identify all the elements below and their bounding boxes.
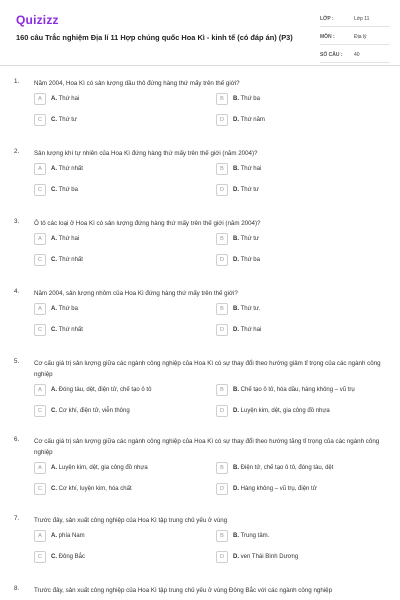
option-value: Đông Bắc bbox=[58, 554, 86, 560]
option-value: Thứ ba bbox=[58, 187, 78, 193]
option-value: Đóng tàu, dệt, điện tử, chế tạo ô tô bbox=[58, 387, 152, 393]
option-key: D. bbox=[233, 486, 239, 492]
option-letter-box[interactable]: A bbox=[34, 384, 46, 396]
question-number: 3. bbox=[14, 218, 20, 225]
question-text: Cơ cấu giá trị sản lượng giữa các ngành công nghiệp của Hoa Kì có sự thay đổi theo hướng giảm tỉ trọng của các ngành công nghiệp bbox=[34, 360, 381, 378]
option-a[interactable] bbox=[34, 302, 204, 316]
option-text bbox=[233, 486, 317, 492]
meta-label: SỐ CÂU : bbox=[320, 52, 343, 58]
option-a[interactable] bbox=[34, 383, 204, 397]
header bbox=[0, 0, 400, 66]
option-text bbox=[233, 387, 355, 393]
option-a[interactable] bbox=[34, 92, 204, 106]
option-value: Thứ ba bbox=[240, 257, 260, 263]
option-key: A. bbox=[51, 236, 57, 242]
option-text bbox=[51, 486, 132, 492]
option-letter-box[interactable]: B bbox=[216, 530, 228, 542]
option-letter-box[interactable]: A bbox=[34, 303, 46, 315]
option-key: D. bbox=[233, 327, 239, 333]
option-value: Cơ khí, điện tử, viễn thông bbox=[58, 408, 130, 414]
option-value: Thứ tư bbox=[240, 187, 259, 193]
option-text bbox=[51, 166, 83, 172]
option-d[interactable] bbox=[216, 482, 386, 496]
option-value: Hàng không – vũ trụ, điện tử bbox=[240, 486, 317, 492]
option-key: B. bbox=[233, 166, 239, 172]
option-letter-box[interactable]: C bbox=[34, 184, 46, 196]
option-b[interactable] bbox=[216, 383, 386, 397]
option-text bbox=[51, 408, 130, 414]
option-letter-box[interactable]: B bbox=[216, 462, 228, 474]
option-key: A. bbox=[51, 166, 57, 172]
option-value: Thứ ba bbox=[240, 96, 260, 102]
option-a[interactable] bbox=[34, 529, 204, 543]
option-letter-box[interactable]: A bbox=[34, 233, 46, 245]
question-number: 7. bbox=[14, 515, 20, 522]
option-c[interactable] bbox=[34, 323, 204, 337]
option-text bbox=[51, 554, 85, 560]
option-c[interactable] bbox=[34, 404, 204, 418]
option-b[interactable] bbox=[216, 529, 386, 543]
option-letter-box[interactable]: B bbox=[216, 163, 228, 175]
option-value: Thứ hai bbox=[58, 96, 80, 102]
meta-label: MÔN : bbox=[320, 34, 335, 40]
option-value: Luyện kim, dệt, gia công đồ nhựa bbox=[240, 408, 330, 414]
option-value: Thứ hai bbox=[58, 236, 80, 242]
option-value: Thứ năm bbox=[240, 117, 265, 123]
option-key: B. bbox=[233, 236, 239, 242]
option-text bbox=[233, 306, 261, 312]
option-b[interactable] bbox=[216, 232, 386, 246]
option-key: A. bbox=[51, 96, 57, 102]
option-key: B. bbox=[233, 533, 239, 539]
option-key: A. bbox=[51, 533, 57, 539]
option-letter-box[interactable]: B bbox=[216, 93, 228, 105]
option-value: Cơ khí, luyện kim, hóa chất bbox=[58, 486, 132, 492]
option-key: C. bbox=[51, 117, 57, 123]
option-text bbox=[233, 117, 265, 123]
option-d[interactable] bbox=[216, 323, 386, 337]
meta-row-class bbox=[320, 12, 390, 27]
option-key: A. bbox=[51, 306, 57, 312]
option-letter-box[interactable]: D bbox=[216, 483, 228, 495]
option-value: Thứ nhất bbox=[58, 327, 83, 333]
meta-label: LỚP : bbox=[320, 16, 334, 22]
question-number: 5. bbox=[14, 358, 20, 365]
meta-row-subject bbox=[320, 30, 390, 45]
option-text bbox=[233, 257, 260, 263]
option-letter-box[interactable]: C bbox=[34, 324, 46, 336]
option-letter-box[interactable]: B bbox=[216, 233, 228, 245]
option-key: D. bbox=[233, 257, 239, 263]
option-value: Luyện kim, dệt, gia công đồ nhựa bbox=[58, 465, 148, 471]
option-value: Chế tạo ô tô, hóa dầu, hàng không – vũ trụ bbox=[240, 387, 355, 393]
question-text: Sản lượng khí tự nhiên của Hoa Kì đứng hàng thứ mấy trên thế giới (năm 2004)? bbox=[34, 150, 258, 157]
question-number: 8. bbox=[14, 585, 20, 592]
option-value: phía Nam bbox=[58, 533, 85, 539]
option-letter-box[interactable]: D bbox=[216, 324, 228, 336]
option-text bbox=[233, 187, 259, 193]
option-b[interactable] bbox=[216, 92, 386, 106]
option-text bbox=[51, 306, 78, 312]
option-key: B. bbox=[233, 306, 239, 312]
option-a[interactable] bbox=[34, 232, 204, 246]
document-title: 160 câu Trắc nghiệm Địa lí 11 Hợp chúng quốc Hoa Kì - kinh tế (có đáp án) (P3) bbox=[16, 33, 293, 42]
meta-value: 40 bbox=[354, 52, 360, 58]
question-text: Cơ cấu giá trị sản lượng giữa các ngành công nghiệp của Hoa Kì có sự thay đổi theo hướng tăng tỉ trọng của các ngành công nghiệp bbox=[34, 438, 380, 456]
question-text: Năm 2004, sản lượng nhôm của Hoa Kì đứng hàng thứ mấy trên thế giới? bbox=[34, 290, 238, 297]
option-text bbox=[233, 236, 259, 242]
option-letter-box[interactable]: D bbox=[216, 114, 228, 126]
option-text bbox=[233, 465, 333, 471]
option-letter-box[interactable]: C bbox=[34, 114, 46, 126]
meta-panel bbox=[320, 12, 390, 66]
option-c[interactable] bbox=[34, 550, 204, 564]
option-letter-box[interactable]: B bbox=[216, 303, 228, 315]
option-c[interactable] bbox=[34, 183, 204, 197]
option-value: Thứ nhất bbox=[58, 166, 83, 172]
option-letter-box[interactable]: C bbox=[34, 254, 46, 266]
option-key: C. bbox=[51, 408, 57, 414]
option-text bbox=[233, 96, 260, 102]
option-letter-box[interactable]: A bbox=[34, 163, 46, 175]
meta-value: Lớp 11 bbox=[354, 16, 370, 22]
option-c[interactable] bbox=[34, 113, 204, 127]
option-value: Thứ tư bbox=[58, 117, 77, 123]
option-a[interactable] bbox=[34, 461, 204, 475]
option-letter-box[interactable]: C bbox=[34, 405, 46, 417]
option-d[interactable] bbox=[216, 253, 386, 267]
option-value: Điện tử, chế tạo ô tô, đóng tàu, dệt bbox=[240, 465, 334, 471]
option-letter-box[interactable]: C bbox=[34, 483, 46, 495]
option-value: Thứ ba bbox=[58, 306, 78, 312]
option-key: A. bbox=[51, 465, 57, 471]
option-key: D. bbox=[233, 554, 239, 560]
option-c[interactable] bbox=[34, 253, 204, 267]
option-b[interactable] bbox=[216, 461, 386, 475]
option-letter-box[interactable]: D bbox=[216, 184, 228, 196]
option-key: A. bbox=[51, 387, 57, 393]
option-value: Thứ tư. bbox=[240, 306, 261, 312]
option-key: D. bbox=[233, 408, 239, 414]
option-text bbox=[51, 117, 77, 123]
option-text bbox=[51, 327, 83, 333]
option-text bbox=[51, 96, 79, 102]
option-key: B. bbox=[233, 387, 239, 393]
option-key: D. bbox=[233, 117, 239, 123]
question-text: Ô tô các loại ở Hoa Kì có sản lượng đứng hàng thứ mấy trên thế giới (năm 2004)? bbox=[34, 220, 261, 227]
option-d[interactable] bbox=[216, 183, 386, 197]
option-key: C. bbox=[51, 554, 57, 560]
option-letter-box[interactable]: A bbox=[34, 530, 46, 542]
question-number: 1. bbox=[14, 78, 20, 85]
option-value: Thứ tư bbox=[240, 236, 259, 242]
option-key: C. bbox=[51, 486, 57, 492]
question-number: 4. bbox=[14, 288, 20, 295]
option-letter-box[interactable]: C bbox=[34, 551, 46, 563]
option-letter-box[interactable]: A bbox=[34, 93, 46, 105]
option-a[interactable] bbox=[34, 162, 204, 176]
option-value: Trung tâm. bbox=[240, 533, 270, 539]
meta-value: Địa lý bbox=[354, 34, 367, 40]
option-letter-box[interactable]: B bbox=[216, 384, 228, 396]
option-key: B. bbox=[233, 465, 239, 471]
option-value: Thứ nhất bbox=[58, 257, 83, 263]
option-d[interactable] bbox=[216, 550, 386, 564]
option-b[interactable] bbox=[216, 162, 386, 176]
option-value: Thứ hai bbox=[240, 166, 262, 172]
question-text: Trước đây, sản xuất công nghiệp của Hoa Kì tập trung chủ yếu ở vùng bbox=[34, 517, 228, 524]
option-text bbox=[51, 257, 83, 263]
option-text bbox=[233, 533, 269, 539]
option-key: C. bbox=[51, 327, 57, 333]
option-letter-box[interactable]: D bbox=[216, 254, 228, 266]
option-b[interactable] bbox=[216, 302, 386, 316]
option-key: B. bbox=[233, 96, 239, 102]
option-letter-box[interactable]: D bbox=[216, 551, 228, 563]
option-value: ven Thái Bình Dương bbox=[240, 554, 299, 560]
option-c[interactable] bbox=[34, 482, 204, 496]
question-text: Trước đây, sản xuất công nghiệp của Hoa Kì tập trung chủ yếu ở vùng Đông Bắc với các ngành công nghiệp bbox=[34, 587, 333, 594]
option-text bbox=[233, 166, 261, 172]
option-value: Thứ hai bbox=[240, 327, 262, 333]
option-text bbox=[233, 408, 330, 414]
option-key: C. bbox=[51, 257, 57, 263]
option-text bbox=[233, 327, 261, 333]
option-letter-box[interactable]: D bbox=[216, 405, 228, 417]
option-text bbox=[51, 236, 79, 242]
question-number: 6. bbox=[14, 436, 20, 443]
option-text bbox=[51, 387, 151, 393]
question-number: 2. bbox=[14, 148, 20, 155]
option-key: D. bbox=[233, 187, 239, 193]
option-text bbox=[51, 533, 85, 539]
meta-row-count bbox=[320, 48, 390, 63]
option-d[interactable] bbox=[216, 113, 386, 127]
quizizz-logo[interactable]: Quizizz bbox=[16, 13, 59, 27]
option-key: C. bbox=[51, 187, 57, 193]
option-d[interactable] bbox=[216, 404, 386, 418]
option-text bbox=[51, 465, 148, 471]
question-text: Năm 2004, Hoa Kì có sản lượng dầu thô đứng hàng thứ mấy trên thế giới? bbox=[34, 80, 240, 87]
option-text bbox=[51, 187, 78, 193]
option-letter-box[interactable]: A bbox=[34, 462, 46, 474]
option-text bbox=[233, 554, 298, 560]
